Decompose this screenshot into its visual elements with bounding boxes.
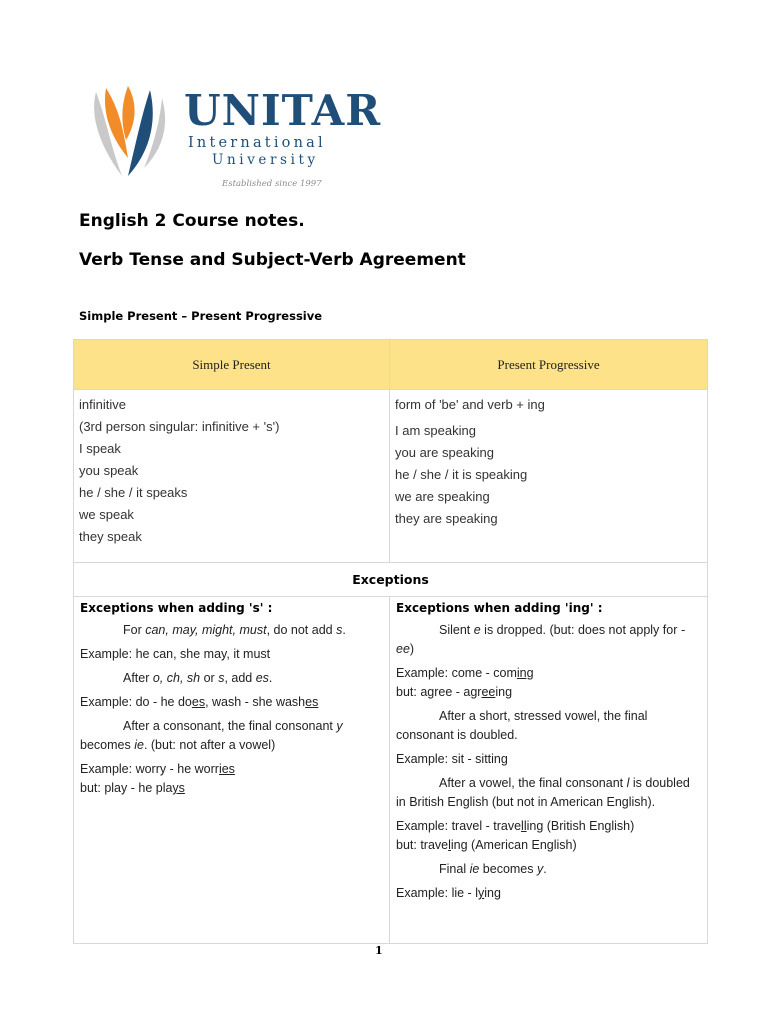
rule-text: After a short, stressed vowel, the final consonant is doubled. xyxy=(396,709,648,742)
exceptions-heading: Exceptions xyxy=(74,563,708,597)
rule-text: Silent e is dropped. (but: does not apply for -ee) xyxy=(396,623,685,656)
page-number: 1 xyxy=(375,944,383,957)
rule-text: Final ie becomes y. xyxy=(439,862,547,876)
example-text: but: agree - agreeing xyxy=(396,685,513,699)
col-header-present-progressive: Present Progressive xyxy=(390,340,708,390)
list-item: I am speaking xyxy=(395,423,476,438)
list-item: (3rd person singular: infinitive + 's') xyxy=(79,419,280,434)
exceptions-ing-cell xyxy=(390,597,708,944)
example-text: Example: do - he does, wash - she washes xyxy=(80,695,319,709)
example-text: Example: sit - sitting xyxy=(396,752,508,766)
rule-text: After a vowel, the final consonant l is doubled in British English (but not in American English). xyxy=(396,776,690,809)
logo-leaf-icon xyxy=(88,84,178,184)
logo-subtitle-international: International xyxy=(188,135,326,151)
rule-text: After o, ch, sh or s, add es. xyxy=(123,671,273,685)
example-text: Example: travel - travelling (British English) xyxy=(396,819,635,833)
logo-established: Established since 1997 xyxy=(222,179,322,189)
list-item: infinitive xyxy=(79,397,126,412)
exceptions-s-title: Exceptions when adding 's' : xyxy=(80,601,273,615)
exceptions-ing-title: Exceptions when adding 'ing' : xyxy=(396,601,603,615)
list-item: you speak xyxy=(79,463,139,478)
list-item: they are speaking xyxy=(395,511,498,526)
unitar-logo xyxy=(88,84,382,194)
topic-title: Verb Tense and Subject-Verb Agreement xyxy=(79,250,466,270)
example-text: Example: he can, she may, it must xyxy=(80,647,271,661)
section-title: Simple Present – Present Progressive xyxy=(79,309,323,323)
exceptions-s-cell xyxy=(74,597,390,944)
present-progressive-cell xyxy=(390,390,708,563)
rule-text: For can, may, might, must, do not add s. xyxy=(123,623,346,637)
rule-text: After a consonant, the final consonant y becomes ie. (but: not after a vowel) xyxy=(80,719,343,752)
logo-wordmark: UNITAR xyxy=(184,86,382,135)
list-item: we speak xyxy=(79,507,134,522)
list-item: he / she / it is speaking xyxy=(395,467,528,482)
list-item: he / she / it speaks xyxy=(79,485,188,500)
example-text: but: play - he plays xyxy=(80,781,185,795)
course-title: English 2 Course notes. xyxy=(79,211,305,231)
tense-table xyxy=(73,339,708,944)
example-text: Example: lie - lying xyxy=(396,886,501,900)
list-item: form of 'be' and verb + ing xyxy=(395,397,545,412)
example-text: Example: worry - he worries xyxy=(80,762,235,776)
list-item: we are speaking xyxy=(395,489,490,504)
example-text: but: traveling (American English) xyxy=(396,838,577,852)
list-item: you are speaking xyxy=(395,445,495,460)
logo-subtitle-university: University xyxy=(212,152,319,168)
list-item: they speak xyxy=(79,529,142,544)
simple-present-cell xyxy=(74,390,390,563)
example-text: Example: come - coming xyxy=(396,666,534,680)
list-item: I speak xyxy=(79,441,121,456)
col-header-simple-present: Simple Present xyxy=(74,340,390,390)
